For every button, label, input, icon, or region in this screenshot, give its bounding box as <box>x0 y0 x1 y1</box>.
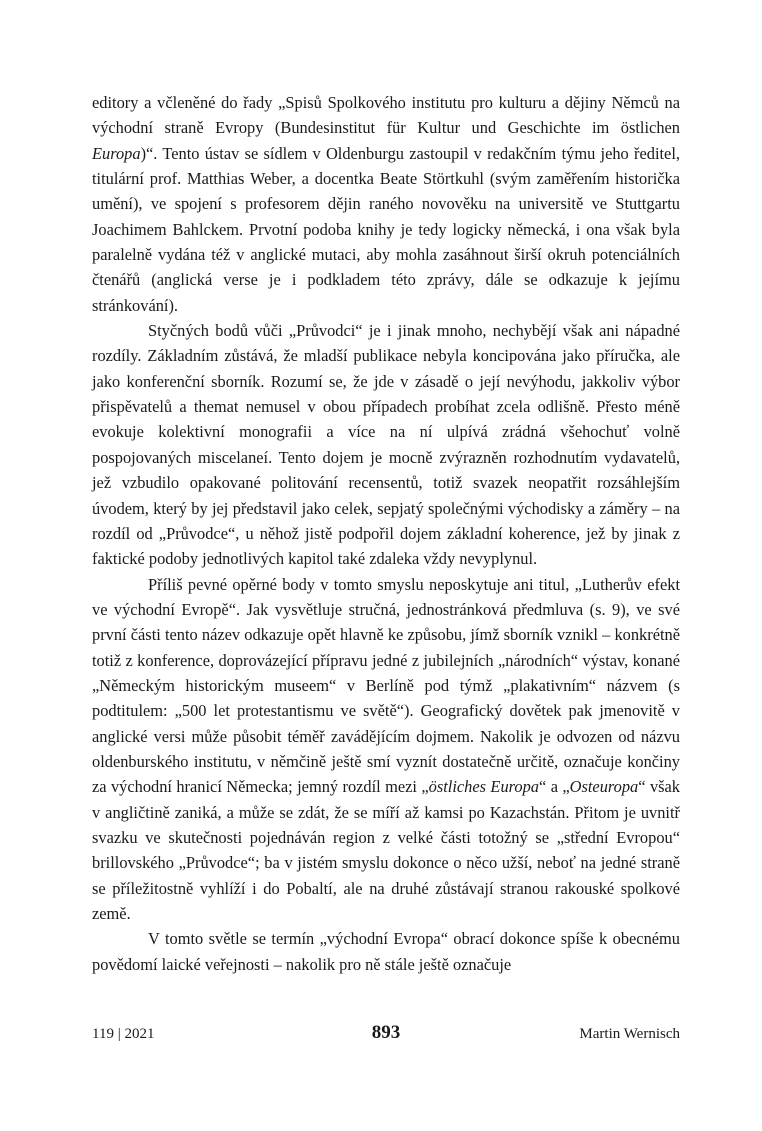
page-number: 893 <box>371 1022 401 1043</box>
paragraph-text: V tomto světle se termín „východní Evropa“ obrací dokonce spíše k obecnému povědomí laické veřejnosti – nakolik pro ně stále ještě označuje <box>92 929 680 974</box>
paragraph-text: “ však v angličtině zaniká, a může se zdát, že se míří až kamsi po Kazachstán. Přitom je uvnitř svazku ve skutečnosti pojednáván region z velké části totožný se „střední Evropou“ brillovského „Průvodce“; ba v jistém smyslu dokonce o něco užší, neboť na jedné straně se příležitostně vyhlíží i do Pobaltí, ale na druhé zůstávají stranou rakouské spolkové země. <box>92 777 680 923</box>
paragraph-p1 <box>92 90 680 318</box>
italic-text: Osteuropa <box>569 777 639 797</box>
article-body <box>92 90 680 977</box>
paragraph-text: “ a „ <box>539 777 570 797</box>
italic-text: Europa <box>92 143 141 163</box>
paragraph-p4 <box>92 926 680 977</box>
author-name: Martin Wernisch <box>579 1026 680 1042</box>
paragraph-text: editory a včleněné do řady „Spisů Spolkového institutu pro kulturu a dějiny Němců na východní straně Evropy (Bundesinstitut für Kultur und Geschichte im östlichen <box>92 93 680 138</box>
paragraph-text: )“. Tento ústav se sídlem v Oldenburgu zastoupil v redakčním týmu jeho ředitel, titulární prof. Matthias Weber, a docentka Beate Störtkuhl (svým zaměřením historička umění), ve spojení s profesorem dějin raného novověku na universitě ve Stuttgartu Joachimem Bahlckem. Prvotní podoba knihy je tedy logicky německá, i ona však byla paralelně vydána též v anglické mutaci, aby mohla zasáhnout širší okruh potenciálních čtenářů (anglická verse je i podkladem této zprávy, dále se odkazuje k jejímu stránkování). <box>92 143 680 315</box>
page-footer <box>92 1022 680 1050</box>
paragraph-p2 <box>92 318 680 571</box>
issue-label: 119 | 2021 <box>92 1026 155 1042</box>
paragraph-text: Příliš pevné opěrné body v tomto smyslu neposkytuje ani titul, „Lutherův efekt ve východní Evropě“. Jak vysvětluje stručná, jednostránková předmluva (s. 9), ve své první části tento název odkazuje opět hlavně ke způsobu, jímž sborník vznikl – konkrétně totiž z konference, doprovázející přípravu jedné z jubilejních „národních“ výstav, konané „Německým historickým museem“ v Berlíně pod týmž „plakativním“ názvem (s podtitulem: „500 let protestantismu ve světě“). Geografický dovětek pak jmenovitě v anglické versi může působit téměř zavádějícím dojmem. Nakolik je odvozen od názvu oldenburského institutu, v němčině ještě smí vyznít dostatečně určitě, označuje končiny za východní hranicí Německa; jemný rozdíl mezi „ <box>92 574 680 797</box>
paragraph-p3 <box>92 572 680 927</box>
paragraph-text: Styčných bodů vůči „Průvodci“ je i jinak mnoho, nechybějí však ani nápadné rozdíly. Základním zůstává, že mladší publikace nebyla koncipována jako příručka, ale jako konferenční sborník. Rozumí se, že jde v zásadě o její nevýhodu, jakkoliv výbor přispěvatelů a themat nemusel v obou případech probíhat zcela odlišně. Přesto méně evokuje kolektivní monografii a více na ní ulpívá zrádná všehochuť volně pospojovaných miscelaneí. Tento dojem je mocně zvýrazněn rozhodnutím vydavatelů, jež vzbudilo opakované politování recensentů, totiž svazek neopatřit rozsáhlejším úvodem, který by jej představil jako celek, sepjatý společnými východisky a záměry – na rozdíl od „Průvodce“, u něhož jistě podpořil dojem základní koherence, jež by jinak z faktické podoby jednotlivých kapitol také zdaleka vždy nevyplynul. <box>92 321 680 569</box>
italic-text: östliches Europa <box>428 777 540 797</box>
